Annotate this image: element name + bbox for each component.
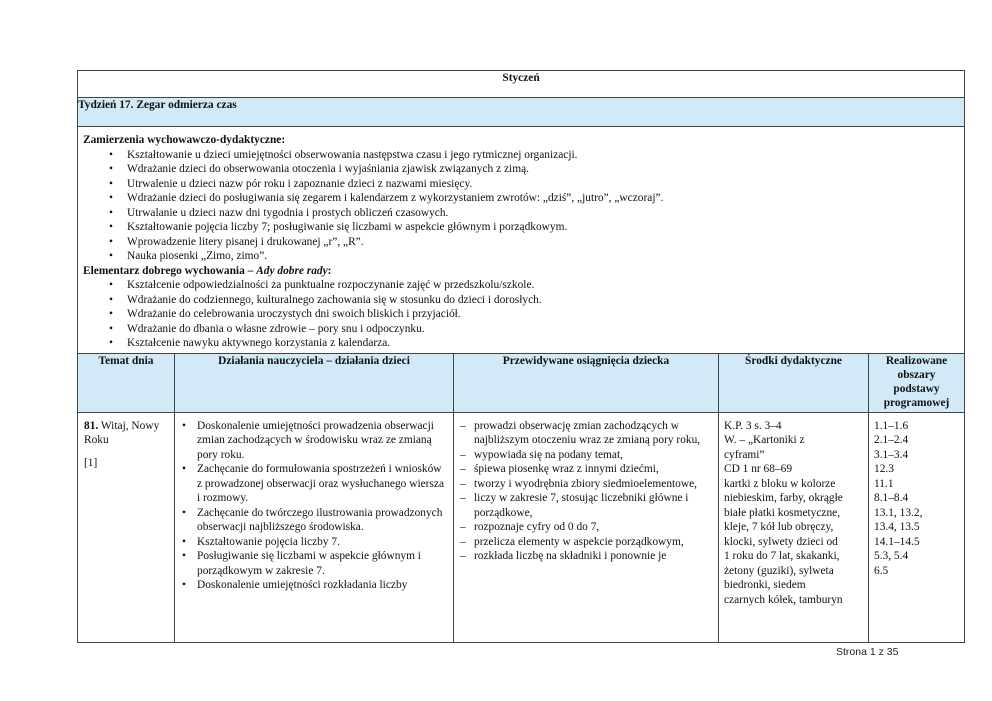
outcomes-list-item: – prowadzi obserwację zmian zachodzących w najbliższym otoczeniu wraz ze zmianą pory roku, (458, 419, 714, 448)
outcomes-list-item: – rozpoznaje cyfry od 0 do 7, (458, 520, 714, 535)
topic-number: 81. (84, 419, 99, 432)
topic-reference: [1] (84, 456, 98, 469)
manners-heading-prefix: Elementarz dobrego wychowania – (83, 264, 257, 277)
manners-list-item: • Wdrażanie do celebrowania uroczystych dni swoich bliskich i przyjaciół. (83, 307, 959, 322)
manners-list-item: • Kształcenie nawyku aktywnego korzystania z kalendarza. (83, 336, 959, 351)
week-row (78, 98, 965, 127)
resources-line: kartki z bloku w kolorze (724, 477, 836, 490)
outcomes-list-item: – tworzy i wyodrębnia zbiory siedmioelementowe, (458, 477, 714, 492)
resources-line: żetony (guziki), sylweta (724, 564, 834, 577)
resources-line: czarnych kółek, tamburyn (724, 593, 843, 606)
aims-heading: Zamierzenia wychowawczo-dydaktyczne: (83, 134, 286, 146)
lesson-plan-page (77, 70, 964, 643)
areas-cell (869, 412, 965, 642)
manners-list-item: • Wdrażanie do codziennego, kulturalnego zachowania się w stosunku do dzieci i dorosłych. (83, 293, 959, 308)
resources-line: K.P. 3 s. 3–4 (724, 419, 782, 432)
areas-line: 14.1–14.5 (874, 535, 920, 548)
header-areas (869, 353, 965, 412)
aims-row (78, 127, 965, 354)
outcomes-list-item: – wypowiada się na podany temat, (458, 448, 714, 463)
outcomes-cell (454, 412, 719, 642)
manners-heading (83, 264, 959, 279)
areas-line: 13.4, 13.5 (874, 521, 920, 533)
areas-line: 3.1–3.4 (874, 448, 909, 461)
header-areas-line: podstawy (893, 382, 940, 395)
areas-line: 8.1–8.4 (874, 492, 909, 504)
aims-list-item: • Utrwalanie u dzieci nazw dni tygodnia i prostych obliczeń czasowych. (83, 206, 959, 221)
lesson-plan-table (77, 70, 965, 643)
resources-line: kleje, 7 kół lub obręczy, (724, 521, 834, 533)
topic-title: Witaj, Nowy Roku (84, 419, 160, 446)
header-topic: Temat dnia (78, 353, 175, 412)
week-title: Tydzień 17. Zegar odmierza czas (78, 98, 965, 127)
resources-line: klocki, sylwety dzieci od (724, 535, 838, 548)
outcomes-list-item: – przelicza elementy w aspekcie porządkowym, (458, 535, 714, 550)
resources-line: niebieskim, farby, okrągłe (724, 492, 843, 504)
aims-list-item: • Wprowadzenie litery pisanej i drukowanej „r”, „R”. (83, 235, 959, 250)
resources-line: cyframi” (724, 448, 765, 461)
resources-cell (719, 412, 869, 642)
resources-line: CD 1 nr 68–69 (724, 463, 793, 475)
resources-line: 1 roku do 7 lat, skakanki, (724, 550, 840, 562)
areas-line: 13.1, 13.2, (874, 506, 923, 519)
header-areas-line: programowej (883, 396, 950, 409)
column-header-row (78, 353, 965, 412)
actions-list-item: • Doskonalenie umiejętności prowadzenia obserwacji zmian zachodzących w środowisku wraz ze zmianą pory roku. (179, 419, 449, 463)
month-title: Styczeń (78, 71, 965, 98)
resources-line: białe płatki kosmetyczne, (724, 506, 841, 519)
table-row (78, 412, 965, 642)
actions-list (179, 419, 449, 593)
resources-line: W. – „Kartoniki z (724, 434, 805, 446)
aims-list (83, 148, 959, 264)
header-areas-line: Realizowane (885, 354, 948, 367)
aims-list-item: • Wdrażanie dzieci do obserwowania otoczenia i wyjaśniania zjawisk związanych z zimą. (83, 162, 959, 177)
actions-cell (175, 412, 454, 642)
actions-list-item: • Doskonalenie umiejętności rozkładania liczby (179, 578, 449, 593)
manners-heading-italic: Ady dobre rady (256, 264, 328, 277)
topic-cell (78, 412, 175, 642)
header-outcomes: Przewidywane osiągnięcia dziecka (454, 353, 719, 412)
outcomes-list-item: – śpiewa piosenkę wraz z innymi dziećmi, (458, 462, 714, 477)
actions-list-item: • Kształtowanie pojęcia liczby 7. (179, 535, 449, 550)
areas-line: 5.3, 5.4 (874, 550, 909, 562)
manners-list-item: • Wdrażanie do dbania o własne zdrowie – pory snu i odpoczynku. (83, 322, 959, 337)
aims-list-item: • Kształtowanie u dzieci umiejętności obserwowania następstwa czasu i jego rytmicznej organizacji. (83, 148, 959, 163)
actions-list-item: • Zachęcanie do formułowania spostrzeżeń i wniosków z prowadzonej obserwacji oraz wysłuchanego wiersza i rozmowy. (179, 462, 449, 506)
outcomes-list-item: – liczy w zakresie 7, stosując liczebniki główne i porządkowe, (458, 491, 714, 520)
manners-list-item: • Kształcenie odpowiedzialności za punktualne rozpoczynanie zajęć w przedszkolu/szkole. (83, 278, 959, 293)
aims-cell (78, 127, 965, 354)
header-resources: Środki dydaktyczne (719, 353, 869, 412)
areas-line: 2.1–2.4 (874, 434, 909, 446)
header-actions: Działania nauczyciela – działania dzieci (175, 353, 454, 412)
manners-list (83, 278, 959, 351)
outcomes-list-item: – rozkłada liczbę na składniki i ponownie je (458, 549, 714, 564)
actions-list-item: • Posługiwanie się liczbami w aspekcie głównym i porządkowym w zakresie 7. (179, 549, 449, 578)
areas-line: 1.1–1.6 (874, 419, 909, 432)
aims-list-item: • Nauka piosenki „Zimo, zimo”. (83, 249, 959, 264)
outcomes-list (458, 419, 714, 564)
areas-line: 11.1 (874, 477, 894, 490)
aims-list-item: • Utrwalenie u dzieci nazw pór roku i zapoznanie dzieci z nazwami miesięcy. (83, 177, 959, 192)
header-areas-line: obszary (897, 368, 936, 381)
areas-line: 6.5 (874, 564, 889, 577)
aims-list-item: • Wdrażanie dzieci do posługiwania się zegarem i kalendarzem z wykorzystaniem zwrotów: „dziś”, „jutro”, „wczoraj”. (83, 191, 959, 206)
areas-line: 12.3 (874, 463, 894, 475)
actions-list-item: • Zachęcanie do twórczego ilustrowania prowadzonych obserwacji najbliższego środowiska. (179, 506, 449, 535)
page-number: Strona 1 z 35 (836, 646, 899, 658)
month-row (78, 71, 965, 98)
aims-list-item: • Kształtowanie pojęcia liczby 7; posługiwanie się liczbami w aspekcie głównym i porządkowym. (83, 220, 959, 235)
manners-heading-suffix: : (327, 264, 332, 277)
resources-line: biedronki, siedem (724, 579, 806, 591)
